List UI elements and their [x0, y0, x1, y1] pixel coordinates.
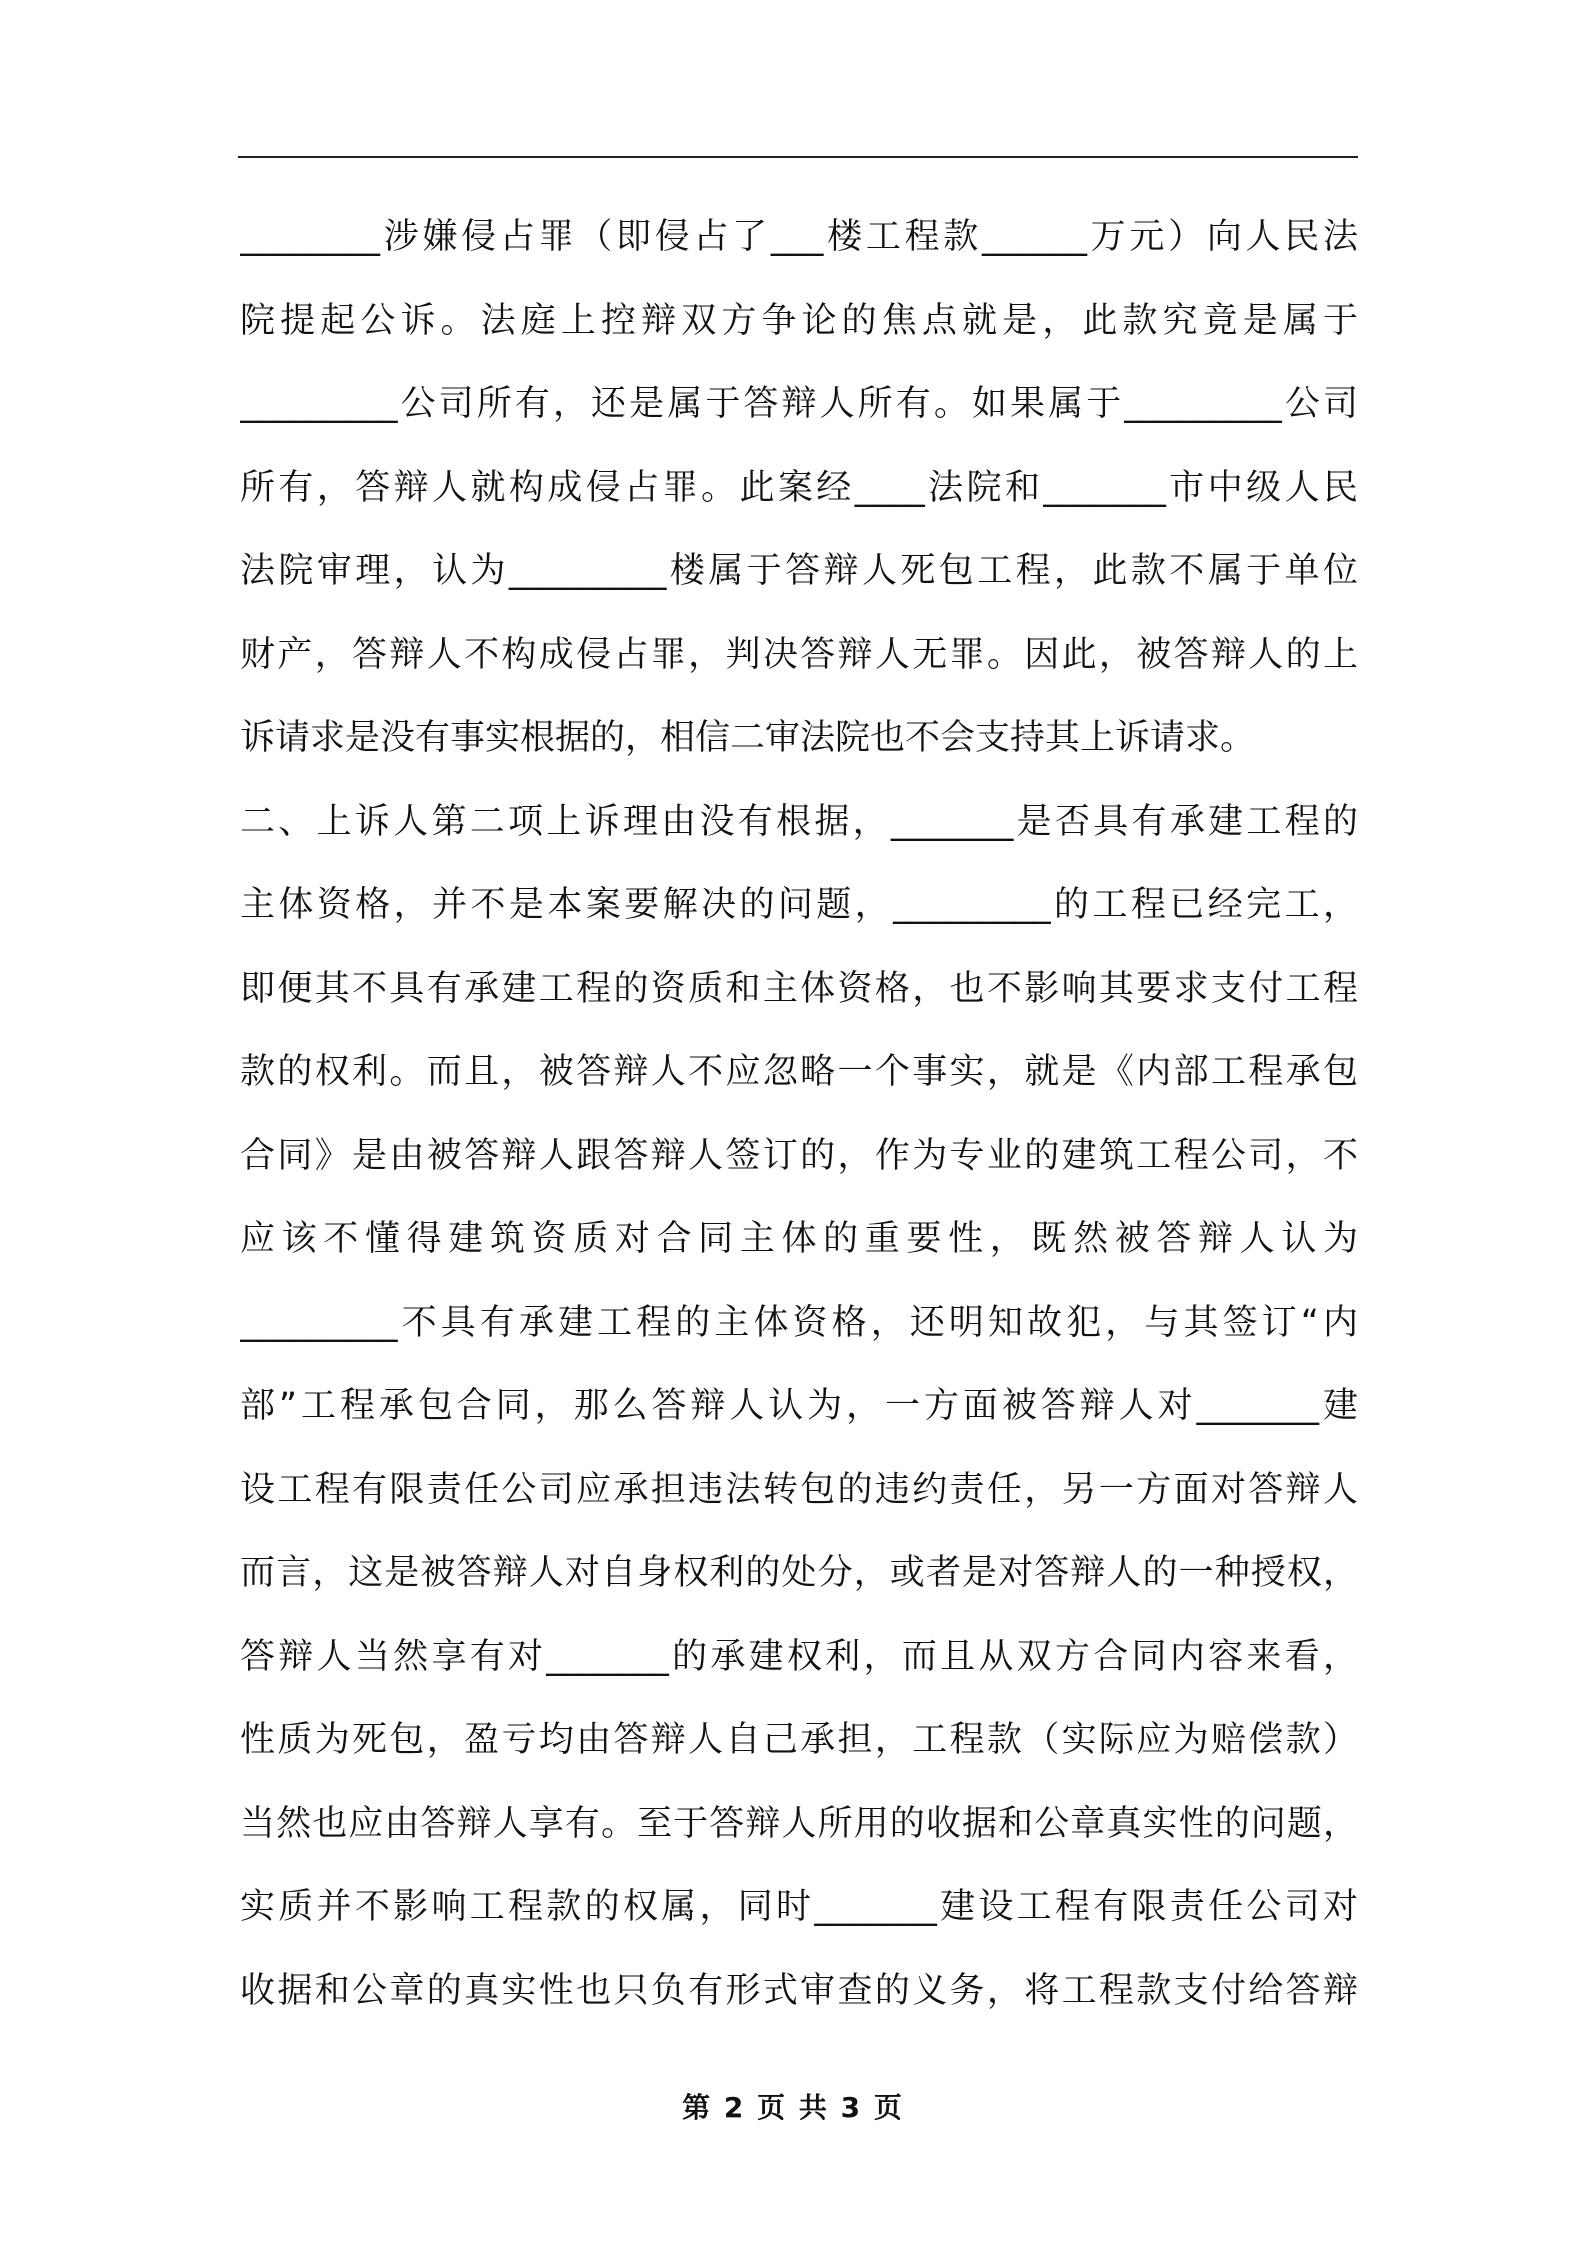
text-line: ________涉嫌侵占罪（即侵占了___楼工程款______万元）向人民法 [240, 217, 1358, 257]
header-rule [238, 156, 1358, 158]
text-line: 合同》是由被答辩人跟答辩人签订的，作为专业的建筑工程公司，不 [240, 1135, 1358, 1176]
page-number: 第 2 页 共 3 页 [682, 2091, 904, 2124]
text-line: 法院审理，认为_________楼属于答辩人死包工程，此款不属于单位 [240, 551, 1358, 591]
text-line: 部”工程承包合同，那么答辩人认为，一方面被答辩人对_______建 [240, 1386, 1358, 1426]
text-line: 所有，答辩人就构成侵占罪。此案经____法院和_______市中级人民 [240, 467, 1358, 508]
text-line: 性质为死包，盈亏均由答辩人自己承担，工程款（实际应为赔偿款） [240, 1720, 1358, 1760]
text-line: 主体资格，并不是本案要解决的问题，_________的工程已经完工， [240, 885, 1358, 925]
text-line: 而言，这是被答辩人对自身权利的处分，或者是对答辩人的一种授权， [240, 1553, 1358, 1593]
text-line: _________不具有承建工程的主体资格，还明知故犯，与其签订“内 [240, 1302, 1358, 1343]
text-line: 收据和公章的真实性也只负有形式审查的义务，将工程款支付给答辩 [240, 1970, 1358, 2011]
text-line: 设工程有限责任公司应承担违法转包的违约责任，另一方面对答辩人 [240, 1469, 1358, 1510]
text-line: 院提起公诉。法庭上控辩双方争论的焦点就是，此款究竟是属于 [240, 300, 1358, 341]
text-line: 即便其不具有承建工程的资质和主体资格，也不影响其要求支付工程 [240, 968, 1358, 1009]
text-line: 二、上诉人第二项上诉理由没有根据，_______是否具有承建工程的 [240, 801, 1358, 842]
text-line: 答辩人当然享有对_______的承建权利，而且从双方合同内容来看， [240, 1636, 1358, 1677]
text-line: 当然也应由答辩人享有。至于答辩人所用的收据和公章真实性的问题， [240, 1803, 1358, 1844]
text-line: 财产，答辩人不构成侵占罪，判决答辩人无罪。因此，被答辩人的上 [240, 634, 1358, 675]
text-line: 应该不懂得建筑资质对合同主体的重要性，既然被答辩人认为 [240, 1219, 1358, 1259]
text-line: 诉请求是没有事实根据的，相信二审法院也不会支持其上诉请求。 [240, 718, 1256, 758]
text-line: 款的权利。而且，被答辩人不应忽略一个事实，就是《内部工程承包 [240, 1052, 1358, 1092]
document-body [240, 196, 1358, 2033]
text-line: _________公司所有，还是属于答辩人所有。如果属于_________公司 [240, 384, 1358, 424]
text-line: 实质并不影响工程款的权属，同时_______建设工程有限责任公司对 [240, 1887, 1358, 1927]
